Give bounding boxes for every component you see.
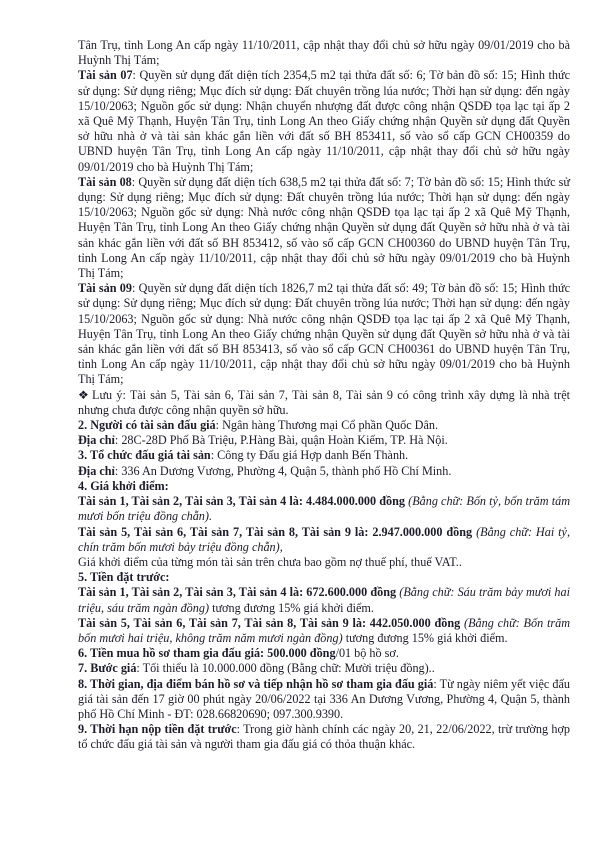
section-2-address bbox=[78, 433, 570, 448]
section-4-note: Giá khởi điểm của từng món tài sản trên chưa bao gồm nợ thuế phí, thuế VAT.. bbox=[78, 554, 462, 569]
section-6-tail: /01 bộ hồ sơ. bbox=[335, 646, 399, 661]
section-5-line-2-words: (Bằng chữ: Bốn trăm bốn mươi hai triệu, không trăm năm mươi ngàn đồng) bbox=[78, 615, 570, 645]
section-5-line-1-words: (Bằng chữ: Sáu trăm bảy mươi hai triệu, sáu trăm ngàn đồng) bbox=[78, 585, 571, 615]
section-8-tail: : Từ ngày niêm yết việc đấu giá tài sản đến 17 giờ 00 phút ngày 20/06/2022 tại 336 An Dương Vương, Phường 4, Quận 5, thành phố Hồ Chí Minh - ĐT: 028.66820690; 097.300.9390. bbox=[78, 676, 570, 721]
diamond-bullet-icon: ❖ bbox=[78, 387, 89, 402]
section-4-line-1 bbox=[78, 494, 570, 524]
section-5-line-1-amount: Tài sản 1, Tài sản 2, Tài sản 3, Tài sản 4 là: 672.600.000 đồng bbox=[78, 585, 397, 600]
section-3-value: : Công ty Đấu giá Hợp danh Bến Thành. bbox=[210, 448, 409, 463]
section-2-title: 2. Người có tài sản đấu giá bbox=[78, 418, 216, 433]
section-6-title: 6. Tiền mua hồ sơ tham gia đấu giá: 500.000 đồng bbox=[78, 646, 336, 661]
asset-08-label: Tài sản 08 bbox=[78, 174, 132, 189]
asset-07-paragraph bbox=[78, 68, 570, 174]
section-5-line-2 bbox=[78, 616, 570, 646]
section-4-line-2-amount: Tài sản 5, Tài sản 6, Tài sản 7, Tài sản 8, Tài sản 9 là: 2.947.000.000 đồng bbox=[78, 524, 473, 539]
asset-08-paragraph bbox=[78, 175, 570, 281]
asset-08-text: : Quyền sử dụng đất diện tích 638,5 m2 tại thửa đất số: 7; Tờ bản đồ số: 15; Hình thức sử dụng: Sử dụng riêng; Mục đích sử dụng: Đất chuyên trồng lúa nước; Thời hạn sử dụng: đến ngày 15/10/2063; Nguồn gốc sử dụng: Nhà nước công nhận QSDĐ tọa lạc tại ấp 2 xã Quê Mỹ Thạnh, Huyện Tân Trụ, tỉnh Long An theo Giấy chứng nhận Quyền sử dụng đất Quyền sở hữu nhà ở và tài sản khác gắn liền với đất số BH 853412, số vào sổ cấp GCN CH00360 do UBND huyện Tân Trụ, tỉnh Long An cấp ngày 11/10/2011, cập nhật thay đổi chủ sở hữu ngày 09/01/2019 cho bà Huỳnh Thị Tám; bbox=[78, 174, 570, 281]
section-8 bbox=[78, 677, 570, 723]
section-7 bbox=[78, 661, 570, 676]
section-4-line-1-words: (Bằng chữ: Bốn tỷ, bốn trăm tám mươi bốn triệu đồng chẵn). bbox=[78, 494, 570, 524]
section-4-line-2 bbox=[78, 525, 570, 555]
intro-paragraph: Tân Trụ, tỉnh Long An cấp ngày 11/10/2011, cập nhật thay đổi chủ sở hữu ngày 09/01/2019 cho bà Huỳnh Thị Tám; bbox=[78, 38, 570, 68]
section-4-line-2-words: (Bằng chữ: Hai tỷ, chín trăm bốn mươi bảy triệu đồng chẵn), bbox=[78, 524, 570, 554]
section-9 bbox=[78, 722, 570, 752]
section-5-line-2-amount: Tài sản 5, Tài sản 6, Tài sản 7, Tài sản 8, Tài sản 9 là: 442.050.000 đồng bbox=[78, 615, 461, 630]
section-4-title: 4. Giá khởi điểm: bbox=[78, 478, 169, 493]
asset-07-label: Tài sản 07 bbox=[78, 68, 133, 83]
section-3-address-label: Địa chỉ bbox=[78, 463, 115, 478]
section-6 bbox=[78, 646, 570, 661]
asset-07-text: : Quyền sử dụng đất diện tích 2354,5 m2 tại thửa đất số: 6; Tờ bản đồ số: 15; Hình thức sử dụng: Sử dụng riêng; Mục đích sử dụng: Đất chuyên trồng lúa nước; Thời hạn sử dụng: đến ngày 15/10/2063; Nguồn gốc sử dụng: Nhận chuyển nhượng đất được công nhận QSDĐ tọa lạc tại ấp 2 xã Quê Mỹ Thạnh, Huyện Tân Trụ, tỉnh Long An theo Giấy chứng nhận Quyền sử dụng đất Quyền sở hữu nhà ở và tài sản khác gắn liền với đất số BH 853411, số vào sổ cấp GCN CH00359 do UBND huyện Tân Trụ, tỉnh Long An cấp ngày 11/10/2011, cập nhật thay đổi chủ sở hữu ngày 09/01/2019 cho bà Huỳnh Thị Tám; bbox=[78, 68, 570, 174]
section-2-heading bbox=[78, 418, 570, 433]
section-8-title: 8. Thời gian, địa điểm bán hồ sơ và tiếp nhận hồ sơ tham gia đấu giá bbox=[78, 676, 434, 691]
section-7-tail: : Tối thiểu là 10.000.000 đồng (Bằng chữ: Mười triệu đồng).. bbox=[136, 661, 435, 676]
section-2-address-label: Địa chỉ bbox=[78, 433, 115, 448]
section-2-value: : Ngân hàng Thương mại Cổ phần Quốc Dân. bbox=[215, 418, 439, 433]
asset-09-text: : Quyền sử dụng đất diện tích 1826,7 m2 tại thửa đất số: 49; Tờ bản đồ số: 15; Hình thức sử dụng: Sử dụng riêng; Mục đích sử dụng: Đất chuyên trồng lúa nước; Thời hạn sử dụng: đến ngày 15/10/2063; Nguồn gốc sử dụng: Nhà nước công nhận QSDĐ tọa lạc tại ấp 2 xã Quê Mỹ Thạnh, Huyện Tân Trụ, tỉnh Long An theo Giấy chứng nhận Quyền sử dụng đất Quyền sở hữu nhà ở và tài sản khác gắn liền với đất số BH 853413, số vào sổ cấp GCN CH00361 do UBND huyện Tân Trụ, tỉnh Long An cấp ngày 11/10/2011, cập nhật thay đổi chủ sở hữu ngày 09/01/2019 cho bà Huỳnh Thị Tám; bbox=[78, 281, 570, 387]
section-9-tail: : Trong giờ hành chính các ngày 20, 21, 22/06/2022, trừ trường hợp tổ chức đấu giá tài sản và người tham gia đấu giá có thỏa thuận khác. bbox=[78, 722, 570, 752]
section-3-title: 3. Tổ chức đấu giá tài sản bbox=[78, 448, 211, 463]
note-text: Lưu ý: Tài sản 5, Tài sản 6, Tài sản 7, Tài sản 8, Tài sản 9 có công trình xây dựng là nhà trệt nhưng chưa được công nhận quyền sở hữu. bbox=[78, 387, 570, 417]
section-7-title: 7. Bước giá bbox=[78, 661, 137, 676]
section-5-line-1 bbox=[78, 585, 570, 615]
section-5-line-2-tail: tương đương 15% giá khởi điểm. bbox=[342, 630, 508, 645]
note-paragraph bbox=[78, 388, 570, 418]
section-9-title: 9. Thời hạn nộp tiền đặt trước bbox=[78, 722, 237, 737]
section-4-line-1-amount: Tài sản 1, Tài sản 2, Tài sản 3, Tài sản 4 là: 4.484.000.000 đồng bbox=[78, 494, 405, 509]
asset-09-paragraph bbox=[78, 281, 570, 387]
section-5-title: 5. Tiền đặt trước: bbox=[78, 570, 170, 585]
section-3-address bbox=[78, 464, 570, 479]
section-2-address-value: : 28C-28D Phố Bà Triệu, P.Hàng Bài, quận Hoàn Kiếm, TP. Hà Nội. bbox=[114, 433, 448, 448]
section-3-heading bbox=[78, 448, 570, 463]
section-3-address-value: : 336 An Dương Vương, Phường 4, Quận 5, thành phố Hồ Chí Minh. bbox=[114, 463, 452, 478]
asset-09-label: Tài sản 09 bbox=[78, 281, 132, 296]
section-5-line-1-tail: tương đương 15% giá khởi điểm. bbox=[209, 600, 374, 615]
